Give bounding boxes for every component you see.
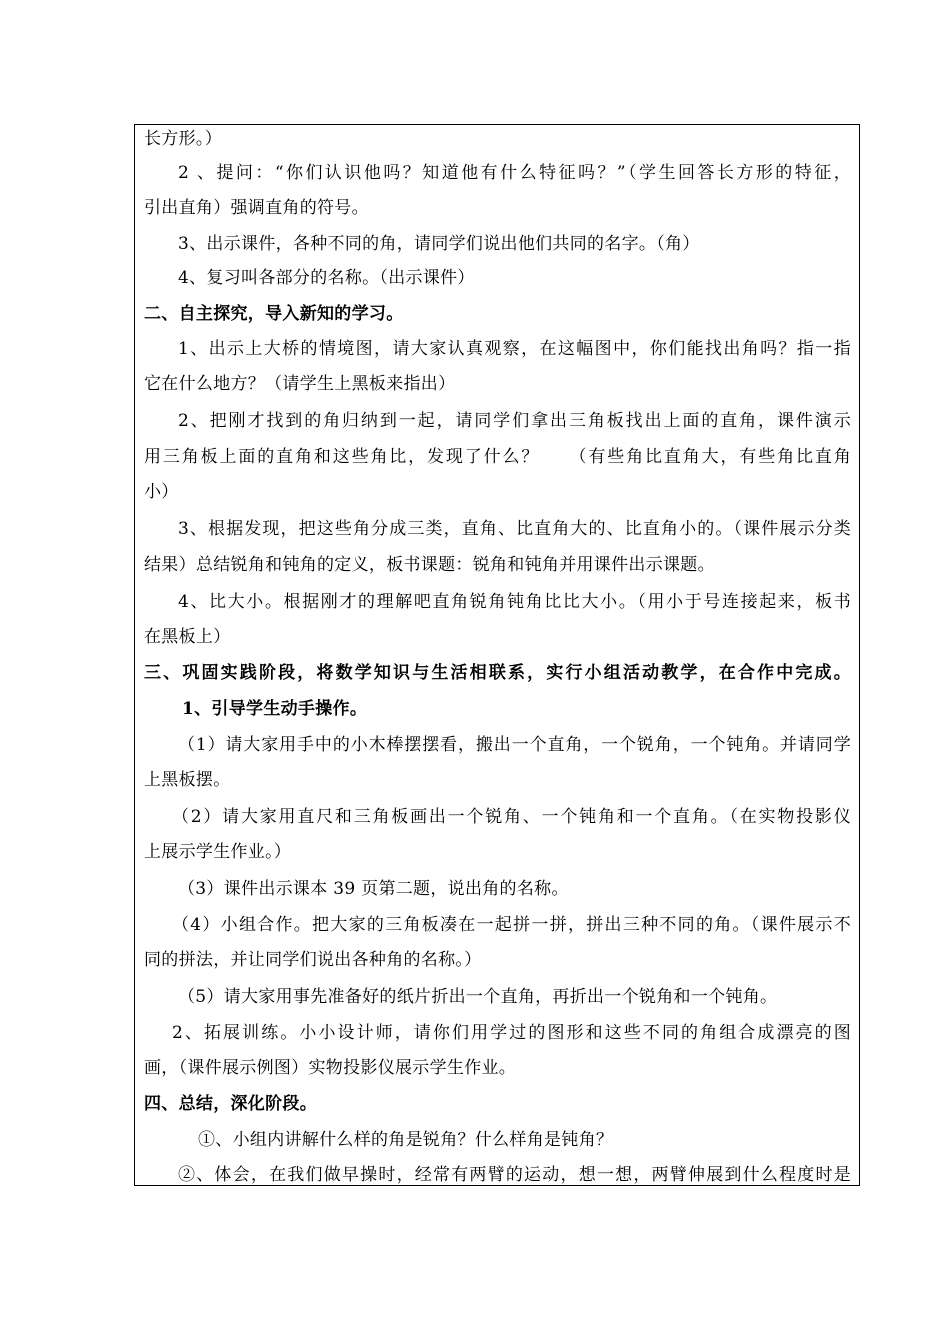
text-line: 长方形。） [144, 129, 222, 149]
text-line: 4、比大小。根据刚才的理解吧直角锐角钝角比比大小。（用小于号连接起来，板书 [178, 592, 851, 612]
text-line: 上展示学生作业。） [144, 842, 292, 862]
text-line: （1）请大家用手中的小木棒摆摆看，搬出一个直角，一个锐角，一个钝角。并请同学 [178, 735, 851, 755]
text-line: 小） [144, 482, 179, 502]
text-line: （4）小组合作。把大家的三角板凑在一起拼一拼，拼出三种不同的角。（课件展示不 [172, 915, 851, 935]
section-heading: 三、巩固实践阶段，将数学知识与生活相联系，实行小组活动教学，在合作中完成。 [144, 663, 851, 683]
section-heading: 四、总结，深化阶段。 [144, 1094, 317, 1114]
text-line: 2、把刚才找到的角归纳到一起，请同学们拿出三角板找出上面的直角，课件演示 [178, 411, 851, 431]
text-line: ②、体会，在我们做早操时，经常有两臂的运动，想一想，两臂伸展到什么程度时是 [178, 1165, 851, 1185]
text-line: （2）请大家用直尺和三角板画出一个锐角、一个钝角和一个直角。（在实物投影仪 [172, 807, 851, 827]
text-line: 用三角板上面的直角和这些角比，发现了什么？ （有些角比直角大，有些角比直角 [144, 447, 851, 467]
text-line: ①、小组内讲解什么样的角是锐角？什么样角是钝角？ [198, 1130, 614, 1150]
text-line: 1、出示上大桥的情境图，请大家认真观察，在这幅图中，你们能找出角吗？指一指 [178, 339, 851, 359]
text-line: 3、出示课件，各种不同的角，请同学们说出他们共同的名字。（角） [178, 234, 700, 254]
text-line: 同的拼法，并让同学们说出各种角的名称。） [144, 950, 482, 970]
text-line: 结果）总结锐角和钝角的定义，板书课题：锐角和钝角并用课件出示课题。 [144, 555, 715, 575]
text-line: 上黑板摆。 [144, 770, 231, 790]
text-line: （3）课件出示课本 39 页第二题，说出角的名称。 [178, 879, 569, 899]
text-line: 在黑板上） [144, 627, 231, 647]
text-line: 4、复习叫各部分的名称。（出示课件） [178, 268, 475, 288]
text-line: （5）请大家用事先准备好的纸片折出一个直角，再折出一个锐角和一个钝角。 [178, 987, 778, 1007]
subsection-heading: 1、引导学生动手操作。 [182, 699, 368, 719]
text-line: 它在什么地方？（请学生上黑板来指出） [144, 374, 456, 394]
section-heading: 二、自主探究，导入新知的学习。 [144, 304, 404, 324]
text-line: 2 、提问：“你们认识他吗？知道他有什么特征吗？”（学生回答长方形的特征， [178, 163, 851, 183]
text-line: 画，（课件展示例图）实物投影仪展示学生作业。 [144, 1058, 517, 1078]
text-line: 引出直角）强调直角的符号。 [144, 198, 369, 218]
text-line: 3、根据发现，把这些角分成三类，直角、比直角大的、比直角小的。（课件展示分类 [178, 519, 851, 539]
text-line: 2、拓展训练。小小设计师，请你们用学过的图形和这些不同的角组合成漂亮的图 [172, 1023, 851, 1043]
